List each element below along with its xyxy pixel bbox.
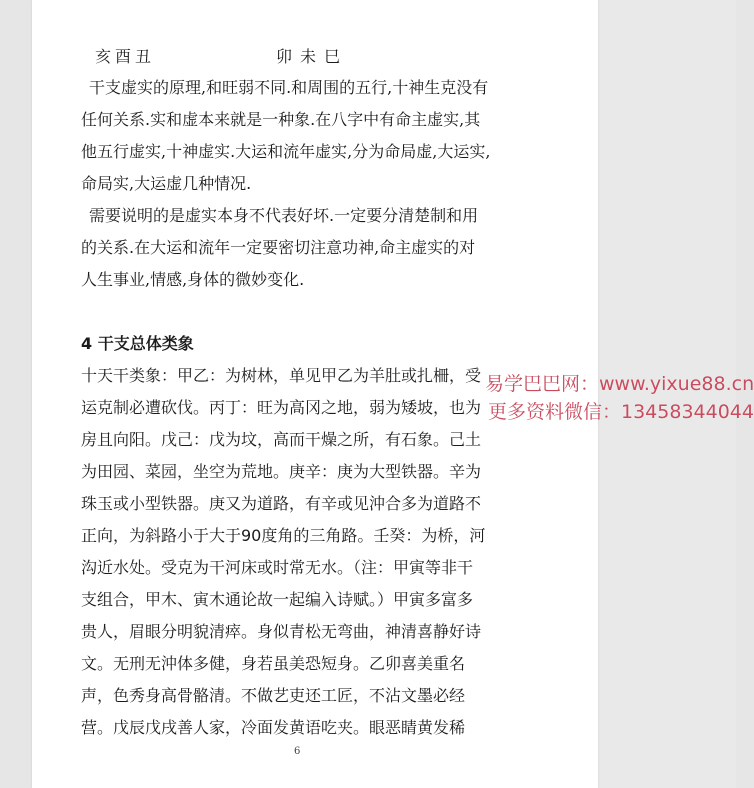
section-line: 文。无刑无沖体多健，身若虽美恐短身。乙卯喜美重名 [81, 654, 466, 673]
section-line: 支组合，甲木、寅木通论故一起编入诗赋。）甲寅多富多 [81, 590, 474, 609]
paragraph-line: 的关系.在大运和流年一定要密切注意功神,命主虚实的对 [81, 238, 476, 257]
bazi-right: 卯未巳 [276, 47, 349, 66]
page-gutter-left [0, 0, 32, 788]
bazi-left: 亥酉丑 [95, 47, 156, 66]
section-line: 声，色秀身高骨骼清。不做艺吏还工匠，不沾文墨必经 [81, 686, 466, 705]
page-gutter-right [736, 0, 754, 788]
page-number: 6 [294, 746, 301, 757]
paragraph-line: 干支虚实的原理,和旺弱不同.和周围的五行,十神生克没有 [89, 78, 489, 97]
section-line: 十天干类象：甲乙：为树林，单见甲乙为羊肚或扎柵，受 [81, 366, 482, 385]
paragraph-line: 命局实,大运虚几种情况. [81, 174, 252, 193]
paragraph-line: 人生事业,情感,身体的微妙变化. [81, 270, 305, 289]
section-line: 营。戊辰戊戌善人家，冷面发黄语吃夹。眼恶睛黄发稀 [81, 718, 466, 737]
paragraph-line: 任何关系.实和虚本来就是一种象.在八字中有命主虚实,其 [81, 110, 481, 129]
section-line: 房且向阳。戊己：戊为坟，高而干燥之所，有石象。己土 [81, 430, 482, 449]
watermark-site: 易学巴巴网：www.yixue88.cn [485, 373, 754, 395]
section-line: 正向，为斜路小于大于90度角的三角路。壬癸：为桥，河 [81, 526, 486, 545]
section-heading: 4 干支总体类象 [81, 334, 194, 353]
paragraph-line: 需要说明的是虚实本身不代表好坏.一定要分清楚制和用 [89, 206, 479, 225]
document-page [32, 0, 598, 788]
section-line: 运克制必遭砍伐。丙丁：旺为高冈之地，弱为矮坡，也为 [81, 398, 482, 417]
paragraph-line: 他五行虚实,十神虚实.大运和流年虚实,分为命局虚,大运实, [81, 142, 491, 161]
section-line: 珠玉或小型铁器。庚又为道路，有辛或见沖合多为道路不 [81, 494, 482, 513]
section-line: 沟近水处。受克为干河床或时常无水。（注：甲寅等非干 [81, 558, 474, 577]
section-line: 为田园、菜园，坐空为荒地。庚辛：庚为大型铁器。辛为 [81, 462, 482, 481]
watermark-contact: 更多资料微信：13458344044 [488, 401, 754, 423]
section-line: 贵人，眉眼分明貌清瘁。身似青松无弯曲，神清喜静好诗 [81, 622, 482, 641]
